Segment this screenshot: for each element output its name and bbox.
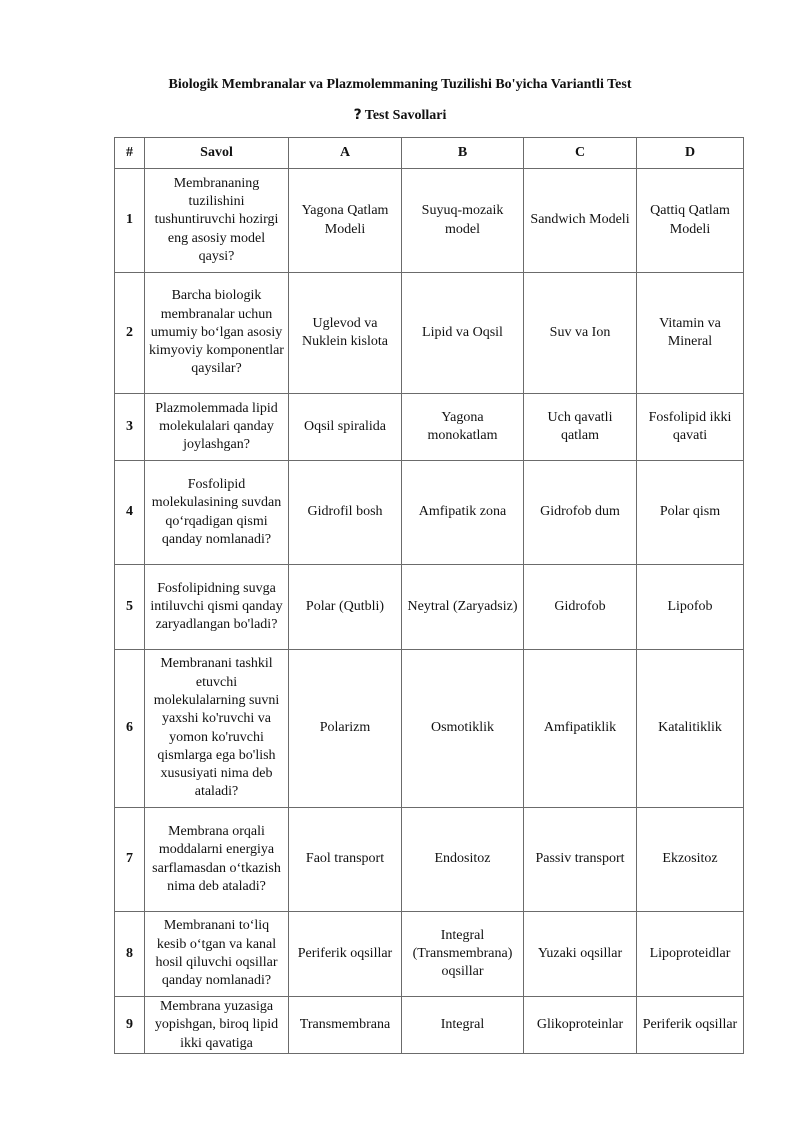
option-a-cell: Yagona Qatlam Modeli [289,169,402,273]
header-number: # [115,138,145,169]
option-c-cell: Gidrofob [524,565,637,650]
question-cell: Barcha biologik membranalar uchun umumiy bo‘lgan asosiy kimyoviy komponentlar qaysilar? [145,273,289,394]
option-b-cell: Yagona monokatlam [402,394,524,461]
option-d-cell: Periferik oqsillar [637,997,744,1054]
header-option-a: A [289,138,402,169]
table-row [115,997,744,1054]
table-row [115,394,744,461]
row-number: 8 [115,912,145,997]
header-option-c: C [524,138,637,169]
option-c-cell: Amfipatiklik [524,650,637,808]
table-row [115,650,744,808]
option-c-cell: Suv va Ion [524,273,637,394]
option-d-cell: Fosfolipid ikki qavati [637,394,744,461]
option-c-cell: Gidrofob dum [524,461,637,565]
option-b-cell: Amfipatik zona [402,461,524,565]
test-table [114,137,744,1054]
option-b-cell: Osmotiklik [402,650,524,808]
header-question: Savol [145,138,289,169]
row-number: 1 [115,169,145,273]
question-mark-icon: ? [353,107,362,123]
section-heading [0,106,800,125]
option-a-cell: Transmembrana [289,997,402,1054]
question-cell: Fosfolipid molekulasining suvdan qo‘rqadigan qismi qanday nomlanadi? [145,461,289,565]
table-row [115,912,744,997]
option-d-cell: Polar qism [637,461,744,565]
option-d-cell: Vitamin va Mineral [637,273,744,394]
table-header-row [115,138,744,169]
option-b-cell: Integral [402,997,524,1054]
question-cell: Fosfolipidning suvga intiluvchi qismi qanday zaryadlangan bo'ladi? [145,565,289,650]
section-title: Test Savollari [364,108,447,123]
row-number: 9 [115,997,145,1054]
option-c-cell: Yuzaki oqsillar [524,912,637,997]
option-c-cell: Glikoproteinlar [524,997,637,1054]
table-row [115,273,744,394]
row-number: 6 [115,650,145,808]
question-cell: Membrana orqali moddalarni energiya sarflamasdan o‘tkazish nima deb ataladi? [145,808,289,912]
row-number: 4 [115,461,145,565]
question-cell: Plazmolemmada lipid molekulalari qanday joylashgan? [145,394,289,461]
option-d-cell: Katalitiklik [637,650,744,808]
option-c-cell: Uch qavatli qatlam [524,394,637,461]
row-number: 3 [115,394,145,461]
option-c-cell: Passiv transport [524,808,637,912]
option-a-cell: Polarizm [289,650,402,808]
option-a-cell: Gidrofil bosh [289,461,402,565]
table-row [115,461,744,565]
option-b-cell: Suyuq-mozaik model [402,169,524,273]
option-d-cell: Qattiq Qatlam Modeli [637,169,744,273]
option-a-cell: Polar (Qutbli) [289,565,402,650]
option-d-cell: Lipofob [637,565,744,650]
question-cell: Membrananing tuzilishini tushuntiruvchi hozirgi eng asosiy model qaysi? [145,169,289,273]
option-a-cell: Periferik oqsillar [289,912,402,997]
table-row [115,169,744,273]
option-b-cell: Neytral (Zaryadsiz) [402,565,524,650]
row-number: 2 [115,273,145,394]
option-b-cell: Lipid va Oqsil [402,273,524,394]
option-d-cell: Ekzositoz [637,808,744,912]
row-number: 5 [115,565,145,650]
option-c-cell: Sandwich Modeli [524,169,637,273]
header-option-b: B [402,138,524,169]
question-cell: Membrana yuzasiga yopishgan, biroq lipid ikki qavatiga [145,997,289,1054]
option-a-cell: Uglevod va Nuklein kislota [289,273,402,394]
question-cell: Membranani to‘liq kesib o‘tgan va kanal hosil qiluvchi oqsillar qanday nomlanadi? [145,912,289,997]
question-cell: Membranani tashkil etuvchi molekulalarning suvni yaxshi ko'ruvchi va yomon ko'ruvchi qismlarga ega bo'lish xususiyati nima deb ataladi? [145,650,289,808]
option-a-cell: Faol transport [289,808,402,912]
option-d-cell: Lipoproteidlar [637,912,744,997]
table-row [115,565,744,650]
document-title: Biologik Membranalar va Plazmolemmaning Tuzilishi Bo'yicha Variantli Test [168,77,632,92]
option-b-cell: Integral (Transmembrana) oqsillar [402,912,524,997]
row-number: 7 [115,808,145,912]
table-row [115,808,744,912]
header-option-d: D [637,138,744,169]
option-a-cell: Oqsil spiralida [289,394,402,461]
option-b-cell: Endositoz [402,808,524,912]
